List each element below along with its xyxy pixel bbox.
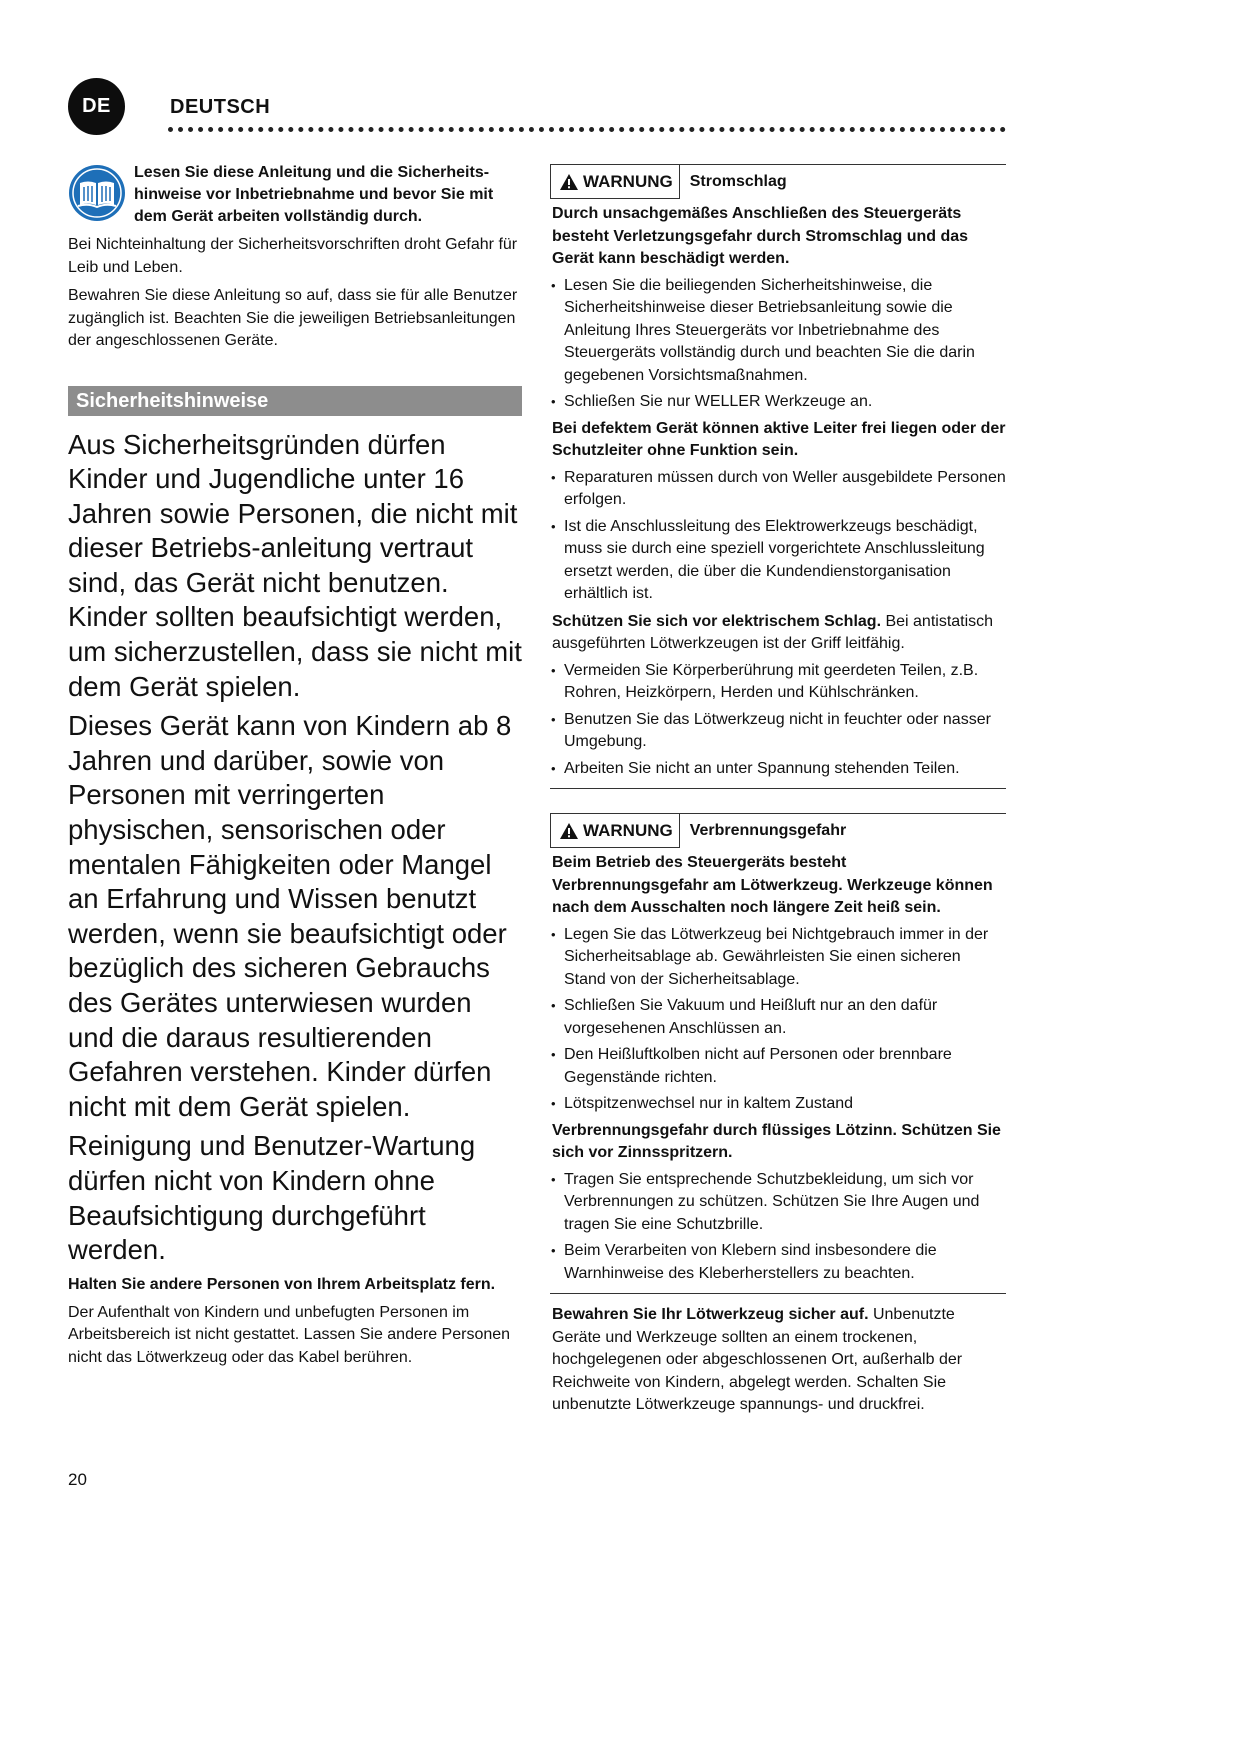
list-item: • Beim Verarbeiten von Klebern sind insbesondere die Warnhinweise des Kleberherstellers zu beachten.	[550, 1240, 1006, 1285]
list-item: • Den Heißluftkolben nicht auf Personen oder brennbare Gegenstände richten.	[550, 1044, 1006, 1089]
left-column	[68, 160, 522, 1369]
electric-shock-paragraph	[552, 611, 1006, 656]
list-item: • Ist die Anschlussleitung des Elektrowerkzeugs beschädigt, muss sie durch eine speziell vorgerichtete Anschlussleitung ersetzt werden, die über die Kundendienstorganisation erhältlich ist.	[550, 516, 1006, 606]
warning-title-burn: Verbrennungsgefahr	[689, 822, 847, 839]
workplace-heading: Halten Sie andere Personen von Ihrem Arbeitsplatz fern.	[68, 1275, 496, 1293]
page-number: 20	[68, 1470, 87, 1489]
safety-large-paragraph-3: Reinigung und Benutzer-Wartung dürfen nicht von Kindern ohne Beaufsichtigung durchgeführt werden.	[68, 1130, 476, 1266]
burn-bullets-1	[550, 924, 1006, 1116]
list-item: • Lesen Sie die beiliegenden Sicherheitshinweise, die Sicherheitshinweise dieser Betriebsanleitung sowie die Anleitung Ihres Steuergeräts vor Inbetriebnahme des Steuergeräts vollständig durch und beachten Sie die darin gegebenen Vorsichtsmaßnahmen.	[550, 275, 1006, 388]
storage-paragraph	[552, 1304, 1006, 1417]
electric-bullets-2	[550, 467, 1006, 606]
electric-bullets-1	[550, 275, 1006, 414]
warning-triangle-icon	[559, 173, 579, 191]
section-divider	[550, 1293, 1006, 1294]
warning-header-electric	[550, 164, 1006, 199]
section-heading-safety: Sicherheitshinweise	[68, 386, 522, 416]
list-item: • Vermeiden Sie Körperberührung mit geerdeten Teilen, z.B. Rohren, Heizkörpern, Herden und Kühlschränken.	[550, 660, 1006, 705]
list-item: • Schließen Sie nur WELLER Werkzeuge an.	[550, 391, 1006, 414]
electric-shock-bold: Schützen Sie sich vor elektrischem Schlag.	[552, 612, 882, 630]
workplace-text: Der Aufenthalt von Kindern und unbefugten Personen im Arbeitsbereich ist nicht gestattet. Lassen Sie andere Personen nicht das Lötwerkzeug oder das Kabel berühren.	[68, 1303, 511, 1366]
list-item: • Benutzen Sie das Lötwerkzeug nicht in feuchter oder nasser Umgebung.	[550, 709, 1006, 754]
electric-shock-text: Bei antistatisch ausgeführten Lötwerkzeugen ist der Griff leitfähig.	[552, 612, 994, 652]
electric-bullets-3	[550, 660, 1006, 781]
read-manual-icon	[68, 164, 126, 222]
dotted-divider	[168, 127, 1006, 132]
language-badge: DE	[68, 78, 125, 135]
storage-bold: Bewahren Sie Ihr Lötwerkzeug sicher auf.	[552, 1306, 869, 1323]
list-item: • Lötspitzenwechsel nur in kaltem Zustand	[550, 1093, 1006, 1116]
intro-paragraph-2: Bewahren Sie diese Anleitung so auf, dass sie für alle Benutzer zugänglich ist. Beachten Sie die jeweiligen Betriebsanleitungen der angeschlossenen Geräte.	[68, 287, 518, 349]
list-item: • Tragen Sie entsprechende Schutzbekleidung, um sich vor Verbrennungen zu schützen. Schützen Sie Ihre Augen und tragen Sie eine Schutzbrille.	[550, 1169, 1006, 1237]
warning-triangle-icon	[559, 822, 579, 840]
list-item: • Schließen Sie Vakuum und Heißluft nur an den dafür vorgesehenen Anschlüssen an.	[550, 995, 1006, 1040]
warning-label: WARNUNG	[583, 171, 673, 191]
warning-label-box	[550, 165, 680, 199]
defect-heading: Bei defektem Gerät können aktive Leiter frei liegen oder der Schutzleiter ohne Funktion sein.	[552, 419, 1006, 459]
warning-title-electric: Stromschlag	[689, 173, 787, 190]
safety-large-paragraph-2: Dieses Gerät kann von Kindern ab 8 Jahren und darüber, sowie von Personen mit verringerten physischen, sensorischen oder mentalen Fähigkeiten oder Mangel an Erfahrung und Wissen benutzt werden, wenn sie beaufsichtigt oder bezüglich des sicheren Gebrauchs des Gerätes unterwiesen wurden und die daraus resultierenden Gefahren verstehen. Kinder dürfen nicht mit dem Gerät spielen.	[68, 710, 512, 1122]
warning-header-burn	[550, 813, 1006, 848]
intro-paragraph-1: Bei Nichteinhaltung der Sicherheitsvorschriften droht Gefahr für Leib und Leben.	[68, 236, 518, 276]
right-column	[550, 164, 1006, 1417]
warning-label-box	[550, 814, 680, 848]
list-item: • Legen Sie das Lötwerkzeug bei Nichtgebrauch immer in der Sicherheitsablage ab. Gewährleisten Sie einen sicheren Stand von der Sicherheitsablage.	[550, 924, 1006, 992]
warning-lead-burn: Beim Betrieb des Steuergeräts besteht Verbrennungsgefahr am Lötwerkzeug. Werkzeuge können nach dem Ausschalten noch längere Zeit heiß sein.	[552, 854, 993, 916]
solder-heading: Verbrennungsgefahr durch flüssiges Lötzinn. Schützen Sie sich vor Zinnsspritzern.	[552, 1121, 1001, 1161]
storage-text: Unbenutzte Geräte und Werkzeuge sollten an einem trockenen, hochgelegenen oder abgeschlossenen Ort, außerhalb der Reichweite von Kindern, abgelegt werden. Schalten Sie unbenutzte Lötwerkzeuge spannungs- und druckfrei.	[552, 1306, 963, 1413]
list-item: • Arbeiten Sie nicht an unter Spannung stehenden Teilen.	[550, 758, 1006, 781]
language-title: DEUTSCH	[170, 96, 271, 118]
warning-lead-electric: Durch unsachgemäßes Anschließen des Steuergeräts besteht Verletzungsgefahr durch Stromschlag und das Gerät kann beschädigt werden.	[552, 205, 969, 267]
warning-label: WARNUNG	[583, 820, 673, 840]
list-item: • Reparaturen müssen durch von Weller ausgebildete Personen erfolgen.	[550, 467, 1006, 512]
intro-block	[68, 160, 522, 228]
safety-large-paragraph-1: Aus Sicherheitsgründen dürfen Kinder und Jugendliche unter 16 Jahren sowie Personen, die nicht mit dieser Betriebs-anleitung vertraut sind, das Gerät nicht benutzen. Kinder sollten beaufsichtigt werden, um sicherzustellen, dass sie nicht mit dem Gerät spielen.	[68, 428, 522, 702]
intro-bold-text: Lesen Sie diese Anleitung und die Sicherheits-hinweise vor Inbetriebnahme und bevor Sie mit dem Gerät arbeiten vollständig durch.	[134, 164, 494, 225]
burn-bullets-2	[550, 1169, 1006, 1286]
